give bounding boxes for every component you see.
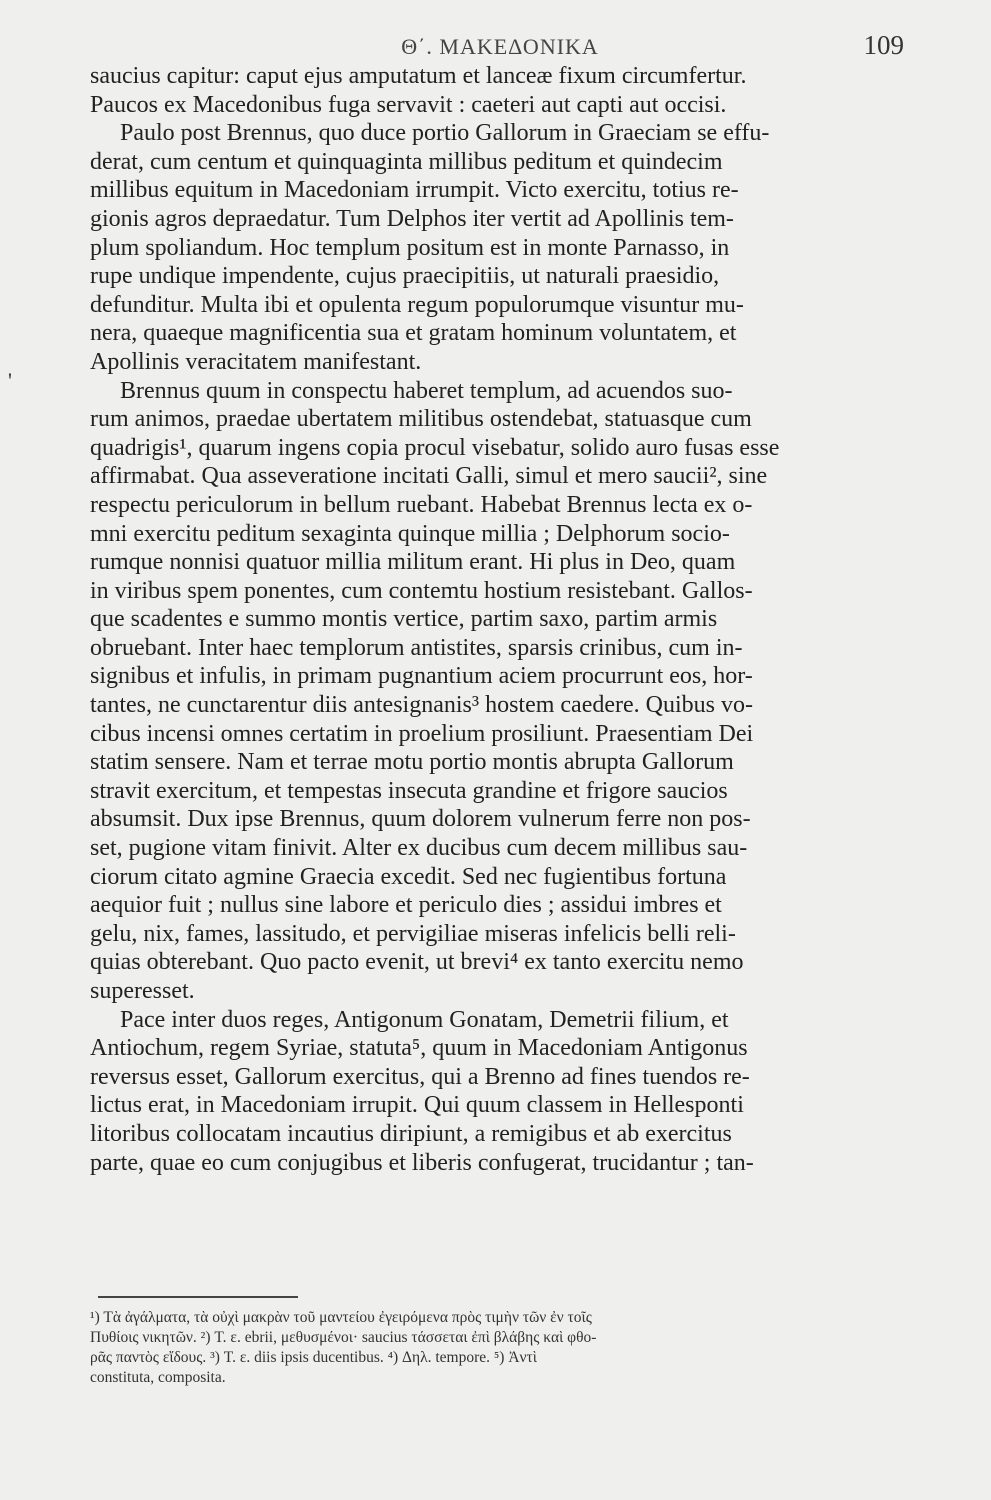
text-line: affirmabat. Qua asseveratione incitati Galli, simul et mero saucii², sine [90, 463, 768, 490]
text-line: gionis agros depraedatur. Tum Delphos iter vertit ad Apollinis tem- [90, 205, 734, 232]
text-line: set, pugione vitam finivit. Alter ex ducibus cum decem millibus sau- [90, 835, 748, 862]
footnote-rule [98, 1296, 298, 1298]
text-line: respectu periculorum in bellum ruebant. Habebat Brennus lecta ex o- [90, 491, 753, 518]
text-line: reversus esset, Gallorum exercitus, qui a Brenno ad fines tuendos re- [90, 1063, 750, 1090]
text-line: rupe undique impendente, cujus praecipitiis, ut naturali praesidio, [90, 263, 720, 290]
text-line: statim sensere. Nam et terrae motu portio montis abrupta Gallorum [90, 749, 734, 776]
text-line: gelu, nix, fames, lassitudo, et pervigiliae miseras infelicis belli reli- [90, 920, 736, 947]
margin-mark: ' [8, 368, 12, 393]
text-line: quias obterebant. Quo pacto evenit, ut brevi⁴ ex tanto exercitu nemo [90, 949, 744, 976]
text-line: stravit exercitum, et tempestas insecuta grandine et frigore saucios [90, 777, 728, 804]
text-line: aequior fuit ; nullus sine labore et periculo dies ; assidui imbres et [90, 892, 722, 919]
text-line: rum animos, praedae ubertatem militibus ostendebat, statuasque cum [90, 406, 752, 433]
page-number: 109 [863, 30, 904, 60]
paragraph [90, 377, 898, 1006]
text-line: parte, quae eo cum conjugibus et liberis confugerat, trucidantur ; tan- [90, 1149, 754, 1176]
text-line: defunditur. Multa ibi et opulenta regum populorumque visuntur mu- [90, 291, 744, 318]
footnote-line: ¹) Τὰ ἀγάλματα, τὰ οὐχὶ μακρὰν τοῦ μαντείου ἐγειρόμενα πρὸς τιμὴν τῶν ἐν τοῖς [90, 1309, 592, 1326]
text-line: plum spoliandum. Hoc templum positum est in monte Parnasso, in [90, 234, 730, 261]
text-line: Paulo post Brennus, quo duce portio Gallorum in Graeciam se effu- [120, 120, 770, 147]
text-line: Apollinis veracitatem manifestant. [90, 348, 422, 375]
text-line: que scadentes e summo montis vertice, partim saxo, partim armis [90, 606, 718, 633]
text-line: cibus incensi omnes certatim in proelium prosiliunt. Praesentiam Dei [90, 720, 754, 747]
paragraph [90, 119, 898, 376]
text-line: derat, cum centum et quinquaginta millibus peditum et quindecim [90, 148, 723, 175]
footnotes [90, 1308, 905, 1388]
text-line: rumque nonnisi quatuor millia militum erant. Hi plus in Deo, quam [90, 549, 736, 576]
text-line: Antiochum, regem Syriae, statuta⁵, quum in Macedoniam Antigonus [90, 1035, 748, 1062]
paragraph [90, 1006, 898, 1178]
text-line: absumsit. Dux ipse Brennus, quum dolorem vulnerum ferre non pos- [90, 806, 751, 833]
text-line: saucius capitur: caput ejus amputatum et lanceæ fixum circumfertur. [90, 63, 747, 89]
footnote-line: ρᾶς παντὸς εἴδους. ³) T. ε. diis ipsis ducentibus. ⁴) Δηλ. tempore. ⁵) Ἀντὶ [90, 1349, 537, 1366]
text-line: quadrigis¹, quarum ingens copia procul visebatur, solido auro fusas esse [90, 434, 780, 461]
text-line: obruebant. Inter haec templorum antistites, sparsis crinibus, cum in- [90, 634, 743, 661]
text-line: tantes, ne cunctarentur diis antesignanis³ hostem caedere. Quibus vo- [90, 692, 753, 719]
text-line: in viribus spem ponentes, cum contemtu hostium resistebant. Gallos- [90, 577, 753, 604]
text-line: Pace inter duos reges, Antigonum Gonatam, Demetrii filium, et [120, 1006, 729, 1033]
main-text [90, 62, 898, 1177]
footnote-line: constituta, composita. [90, 1369, 226, 1386]
text-line: Brennus quum in conspectu haberet templum, ad acuendos suo- [120, 377, 733, 404]
paragraph [90, 62, 898, 119]
running-title: Θ΄. ΜΑΚΕΔΟΝΙΚΑ [401, 34, 599, 59]
text-line: superesset. [90, 978, 195, 1004]
text-line: litoribus collocatam incautius diripiunt, a remigibus et ab exercitus [90, 1120, 732, 1147]
text-line: mni exercitu peditum sexaginta quinque millia ; Delphorum socio- [90, 520, 730, 547]
text-line: ciorum citato agmine Graecia excedit. Sed nec fugientibus fortuna [90, 863, 727, 890]
text-line: Paucos ex Macedonibus fuga servavit : caeteri aut capti aut occisi. [90, 91, 727, 118]
text-line: nera, quaeque magnificentia sua et gratam hominum voluntatem, et [90, 320, 737, 347]
footnote-line: Πυθίοις νικητῶν. ²) T. ε. ebrii, μεθυσμένοι· saucius τάσσεται ἐπὶ βλάβης καὶ φθο- [90, 1329, 597, 1346]
text-line: millibus equitum in Macedoniam irrumpit. Victo exercitu, totius re- [90, 177, 739, 204]
text-line: signibus et infulis, in primam pugnantium aciem procurrunt eos, hor- [90, 663, 753, 690]
text-line: lictus erat, in Macedoniam irrupit. Qui quum classem in Hellesponti [90, 1092, 744, 1119]
